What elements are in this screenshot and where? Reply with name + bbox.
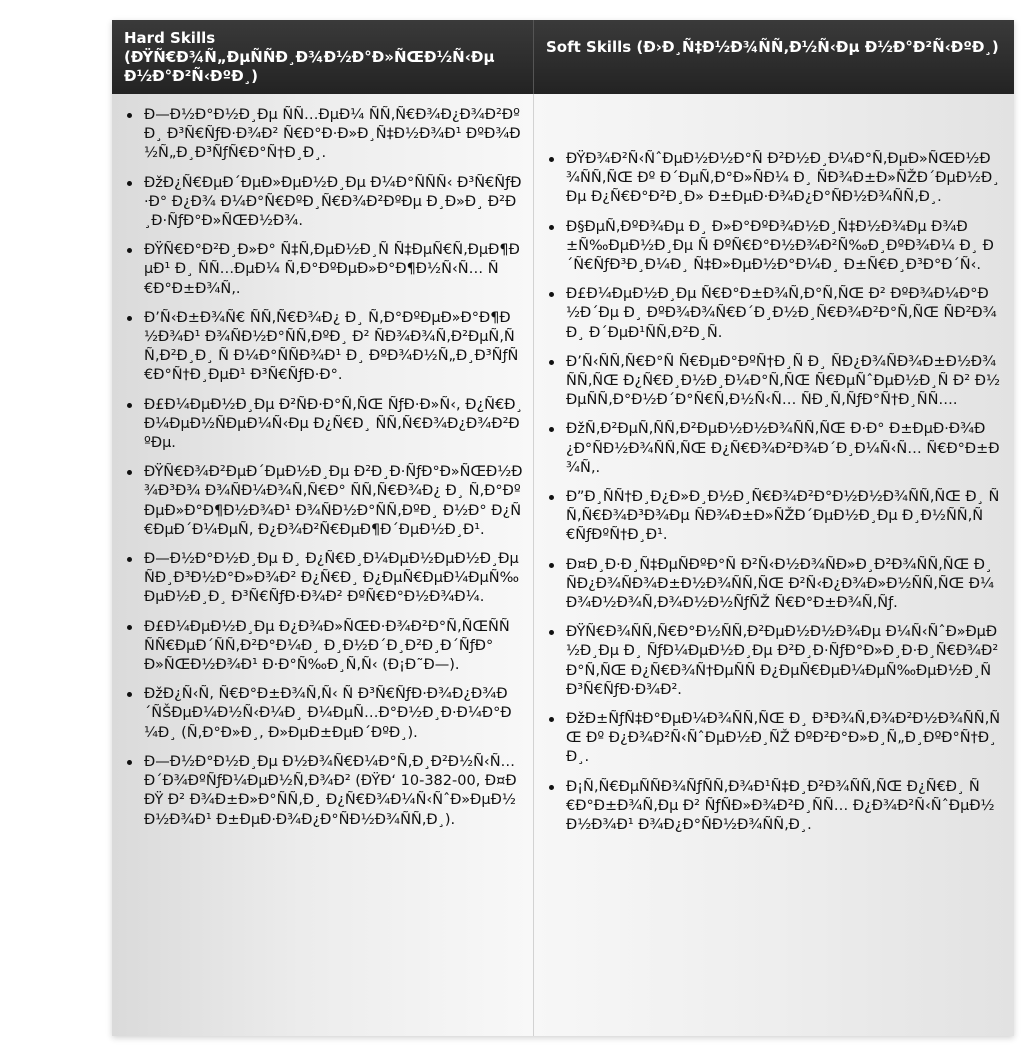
list-item: Ð£Ð¼ÐµÐ½Ð¸Ðµ Ñ€Ð°Ð±Ð¾Ñ‚Ð°Ñ‚ÑŒ Ð² ÐºÐ¾Ð¼Ð°Ð½Ð´Ðµ Ð¸ ÐºÐ¾Ð¾Ñ€Ð´Ð¸Ð½Ð¸Ñ€Ð¾Ð²Ð°Ñ‚ÑŒ ÑÐ²Ð¾Ð¸ Ð´ÐµÐ¹ÑÑ‚Ð²Ð¸Ñ. bbox=[534, 285, 1002, 343]
list-item: Ð’Ñ‹Ð±Ð¾Ñ€ ÑÑ‚Ñ€Ð¾Ð¿ Ð¸ Ñ‚Ð°ÐºÐµÐ»Ð°Ð¶Ð½Ð¾Ð¹ Ð¾ÑÐ½Ð°ÑÑ‚ÐºÐ¸ Ð² ÑÐ¾Ð¾Ñ‚Ð²ÐµÑ‚ÑÑ‚Ð²Ð¸Ð¸ Ñ Ð¼Ð°ÑÑÐ¾Ð¹ Ð¸ ÐºÐ¾Ð½Ñ„Ð¸Ð³ÑƒÑ€Ð°Ñ†Ð¸ÐµÐ¹ Ð³Ñ€ÑƒÐ·Ð°. bbox=[112, 309, 523, 386]
list-item: ÐžÑ‚Ð²ÐµÑ‚ÑÑ‚Ð²ÐµÐ½Ð½Ð¾ÑÑ‚ÑŒ Ð·Ð° Ð±ÐµÐ·Ð¾Ð¿Ð°ÑÐ½Ð¾ÑÑ‚ÑŒ Ð¿Ñ€Ð¾Ð²Ð¾Ð´Ð¸Ð¼Ñ‹Ñ… Ñ€Ð°Ð±Ð¾Ñ‚. bbox=[534, 420, 1002, 478]
list-item: ÐžÐ¿Ñ€ÐµÐ´ÐµÐ»ÐµÐ½Ð¸Ðµ Ð¼Ð°ÑÑÑ‹ Ð³Ñ€ÑƒÐ·Ð° Ð¿Ð¾ Ð¼Ð°Ñ€ÐºÐ¸Ñ€Ð¾Ð²ÐºÐµ Ð¸Ð»Ð¸ Ð²Ð¸Ð·ÑƒÐ°Ð»ÑŒÐ½Ð¾. bbox=[112, 174, 523, 232]
list-item: Ð¤Ð¸Ð·Ð¸Ñ‡ÐµÑÐºÐ°Ñ Ð²Ñ‹Ð½Ð¾ÑÐ»Ð¸Ð²Ð¾ÑÑ‚ÑŒ Ð¸ ÑÐ¿Ð¾ÑÐ¾Ð±Ð½Ð¾ÑÑ‚ÑŒ Ð²Ñ‹Ð¿Ð¾Ð»Ð½ÑÑ‚ÑŒ Ð¼Ð¾Ð½Ð¾Ñ‚Ð¾Ð½Ð½ÑƒÑŽ Ñ€Ð°Ð±Ð¾Ñ‚Ñƒ. bbox=[534, 556, 1002, 614]
hard-skills-cell bbox=[112, 94, 533, 1036]
hard-skills-list bbox=[112, 94, 533, 830]
list-item: Ð”Ð¸ÑÑ†Ð¸Ð¿Ð»Ð¸Ð½Ð¸Ñ€Ð¾Ð²Ð°Ð½Ð½Ð¾ÑÑ‚ÑŒ Ð¸ ÑÑ‚Ñ€Ð¾Ð³Ð¾Ðµ ÑÐ¾Ð±Ð»ÑŽÐ´ÐµÐ½Ð¸Ðµ Ð¸Ð½ÑÑ‚Ñ€ÑƒÐºÑ†Ð¸Ð¹. bbox=[534, 488, 1002, 546]
soft-skills-list bbox=[534, 94, 1014, 835]
hard-skills-header: Hard Skills (ÐŸÑ€Ð¾Ñ„ÐµÑÑÐ¸Ð¾Ð½Ð°Ð»ÑŒÐ½Ñ‹Ðµ Ð½Ð°Ð²Ñ‹ÐºÐ¸) bbox=[112, 20, 533, 94]
list-item: Ð£Ð¼ÐµÐ½Ð¸Ðµ Ð¿Ð¾Ð»ÑŒÐ·Ð¾Ð²Ð°Ñ‚ÑŒÑÑ ÑÑ€ÐµÐ´ÑÑ‚Ð²Ð°Ð¼Ð¸ Ð¸Ð½Ð´Ð¸Ð²Ð¸Ð´ÑƒÐ°Ð»ÑŒÐ½Ð¾Ð¹ Ð·Ð°Ñ‰Ð¸Ñ‚Ñ‹ (Ð¡Ð˜Ð—). bbox=[112, 618, 523, 676]
list-item: ÐžÐ¿Ñ‹Ñ‚ Ñ€Ð°Ð±Ð¾Ñ‚Ñ‹ Ñ Ð³Ñ€ÑƒÐ·Ð¾Ð¿Ð¾Ð´ÑŠÐµÐ¼Ð½Ñ‹Ð¼Ð¸ Ð¼ÐµÑ…Ð°Ð½Ð¸Ð·Ð¼Ð°Ð¼Ð¸ (Ñ‚Ð°Ð»Ð¸, Ð»ÐµÐ±ÐµÐ´ÐºÐ¸). bbox=[112, 685, 523, 743]
list-item: Ð¡Ñ‚Ñ€ÐµÑÑÐ¾ÑƒÑÑ‚Ð¾Ð¹Ñ‡Ð¸Ð²Ð¾ÑÑ‚ÑŒ Ð¿Ñ€Ð¸ Ñ€Ð°Ð±Ð¾Ñ‚Ðµ Ð² ÑƒÑÐ»Ð¾Ð²Ð¸ÑÑ… Ð¿Ð¾Ð²Ñ‹ÑˆÐµÐ½Ð½Ð¾Ð¹ Ð¾Ð¿Ð°ÑÐ½Ð¾ÑÑ‚Ð¸. bbox=[534, 778, 1002, 836]
list-item: ÐŸÐ¾Ð²Ñ‹ÑˆÐµÐ½Ð½Ð°Ñ Ð²Ð½Ð¸Ð¼Ð°Ñ‚ÐµÐ»ÑŒÐ½Ð¾ÑÑ‚ÑŒ Ðº Ð´ÐµÑ‚Ð°Ð»ÑÐ¼ Ð¸ ÑÐ¾Ð±Ð»ÑŽÐ´ÐµÐ½Ð¸Ðµ Ð¿Ñ€Ð°Ð²Ð¸Ð» Ð±ÐµÐ·Ð¾Ð¿Ð°ÑÐ½Ð¾ÑÑ‚Ð¸. bbox=[534, 150, 1002, 208]
list-item: Ð§ÐµÑ‚ÐºÐ¾Ðµ Ð¸ Ð»Ð°ÐºÐ¾Ð½Ð¸Ñ‡Ð½Ð¾Ðµ Ð¾Ð±Ñ‰ÐµÐ½Ð¸Ðµ Ñ ÐºÑ€Ð°Ð½Ð¾Ð²Ñ‰Ð¸ÐºÐ¾Ð¼ Ð¸ Ð´Ñ€ÑƒÐ³Ð¸Ð¼Ð¸ Ñ‡Ð»ÐµÐ½Ð°Ð¼Ð¸ Ð±Ñ€Ð¸Ð³Ð°Ð´Ñ‹. bbox=[534, 218, 1002, 276]
list-item: ÐžÐ±ÑƒÑ‡Ð°ÐµÐ¼Ð¾ÑÑ‚ÑŒ Ð¸ Ð³Ð¾Ñ‚Ð¾Ð²Ð½Ð¾ÑÑ‚ÑŒ Ðº Ð¿Ð¾Ð²Ñ‹ÑˆÐµÐ½Ð¸ÑŽ ÐºÐ²Ð°Ð»Ð¸Ñ„Ð¸ÐºÐ°Ñ†Ð¸Ð¸. bbox=[534, 710, 1002, 768]
list-item: Ð—Ð½Ð°Ð½Ð¸Ðµ ÑÑ…ÐµÐ¼ ÑÑ‚Ñ€Ð¾Ð¿Ð¾Ð²ÐºÐ¸ Ð³Ñ€ÑƒÐ·Ð¾Ð² Ñ€Ð°Ð·Ð»Ð¸Ñ‡Ð½Ð¾Ð¹ ÐºÐ¾Ð½Ñ„Ð¸Ð³ÑƒÑ€Ð°Ñ†Ð¸Ð¸. bbox=[112, 106, 523, 164]
soft-skills-cell bbox=[533, 94, 1014, 1036]
list-item: Ð’Ñ‹ÑÑ‚Ñ€Ð°Ñ Ñ€ÐµÐ°ÐºÑ†Ð¸Ñ Ð¸ ÑÐ¿Ð¾ÑÐ¾Ð±Ð½Ð¾ÑÑ‚ÑŒ Ð¿Ñ€Ð¸Ð½Ð¸Ð¼Ð°Ñ‚ÑŒ Ñ€ÐµÑˆÐµÐ½Ð¸Ñ Ð² Ð½ÐµÑÑ‚Ð°Ð½Ð´Ð°Ñ€Ñ‚Ð½Ñ‹Ñ… ÑÐ¸Ñ‚ÑƒÐ°Ñ†Ð¸ÑÑ…. bbox=[534, 353, 1002, 411]
list-item: Ð—Ð½Ð°Ð½Ð¸Ðµ Ð¸ Ð¿Ñ€Ð¸Ð¼ÐµÐ½ÐµÐ½Ð¸Ðµ ÑÐ¸Ð³Ð½Ð°Ð»Ð¾Ð² Ð¿Ñ€Ð¸ Ð¿ÐµÑ€ÐµÐ¼ÐµÑ‰ÐµÐ½Ð¸Ð¸ Ð³Ñ€ÑƒÐ·Ð¾Ð² ÐºÑ€Ð°Ð½Ð¾Ð¼. bbox=[112, 550, 523, 608]
list-item: ÐŸÑ€Ð°Ð²Ð¸Ð»Ð° Ñ‡Ñ‚ÐµÐ½Ð¸Ñ Ñ‡ÐµÑ€Ñ‚ÐµÐ¶ÐµÐ¹ Ð¸ ÑÑ…ÐµÐ¼ Ñ‚Ð°ÐºÐµÐ»Ð°Ð¶Ð½Ñ‹Ñ… Ñ€Ð°Ð±Ð¾Ñ‚. bbox=[112, 241, 523, 299]
soft-skills-header: Soft Skills (Ð›Ð¸Ñ‡Ð½Ð¾ÑÑ‚Ð½Ñ‹Ðµ Ð½Ð°Ð²Ñ‹ÐºÐ¸) bbox=[533, 20, 1014, 94]
list-item: Ð—Ð½Ð°Ð½Ð¸Ðµ Ð½Ð¾Ñ€Ð¼Ð°Ñ‚Ð¸Ð²Ð½Ñ‹Ñ… Ð´Ð¾ÐºÑƒÐ¼ÐµÐ½Ñ‚Ð¾Ð² (ÐŸÐ‘ 10-382-00, Ð¤ÐÐŸ Ð² Ð¾Ð±Ð»Ð°ÑÑ‚Ð¸ Ð¿Ñ€Ð¾Ð¼Ñ‹ÑˆÐ»ÐµÐ½Ð½Ð¾Ð¹ Ð±ÐµÐ·Ð¾Ð¿Ð°ÑÐ½Ð¾ÑÑ‚Ð¸). bbox=[112, 753, 523, 830]
skills-table bbox=[112, 20, 1014, 1036]
list-item: Ð£Ð¼ÐµÐ½Ð¸Ðµ Ð²ÑÐ·Ð°Ñ‚ÑŒ ÑƒÐ·Ð»Ñ‹, Ð¿Ñ€Ð¸Ð¼ÐµÐ½ÑÐµÐ¼Ñ‹Ðµ Ð¿Ñ€Ð¸ ÑÑ‚Ñ€Ð¾Ð¿Ð¾Ð²ÐºÐµ. bbox=[112, 396, 523, 454]
list-item: ÐŸÑ€Ð¾ÑÑ‚Ñ€Ð°Ð½ÑÑ‚Ð²ÐµÐ½Ð½Ð¾Ðµ Ð¼Ñ‹ÑˆÐ»ÐµÐ½Ð¸Ðµ Ð¸ ÑƒÐ¼ÐµÐ½Ð¸Ðµ Ð²Ð¸Ð·ÑƒÐ°Ð»Ð¸Ð·Ð¸Ñ€Ð¾Ð²Ð°Ñ‚ÑŒ Ð¿Ñ€Ð¾Ñ†ÐµÑÑ Ð¿ÐµÑ€ÐµÐ¼ÐµÑ‰ÐµÐ½Ð¸Ñ Ð³Ñ€ÑƒÐ·Ð¾Ð². bbox=[534, 623, 1002, 700]
list-item: ÐŸÑ€Ð¾Ð²ÐµÐ´ÐµÐ½Ð¸Ðµ Ð²Ð¸Ð·ÑƒÐ°Ð»ÑŒÐ½Ð¾Ð³Ð¾ Ð¾ÑÐ¼Ð¾Ñ‚Ñ€Ð° ÑÑ‚Ñ€Ð¾Ð¿ Ð¸ Ñ‚Ð°ÐºÐµÐ»Ð°Ð¶Ð½Ð¾Ð¹ Ð¾ÑÐ½Ð°ÑÑ‚ÐºÐ¸ Ð½Ð° Ð¿Ñ€ÐµÐ´Ð¼ÐµÑ‚ Ð¿Ð¾Ð²Ñ€ÐµÐ¶Ð´ÐµÐ½Ð¸Ð¹. bbox=[112, 463, 523, 540]
